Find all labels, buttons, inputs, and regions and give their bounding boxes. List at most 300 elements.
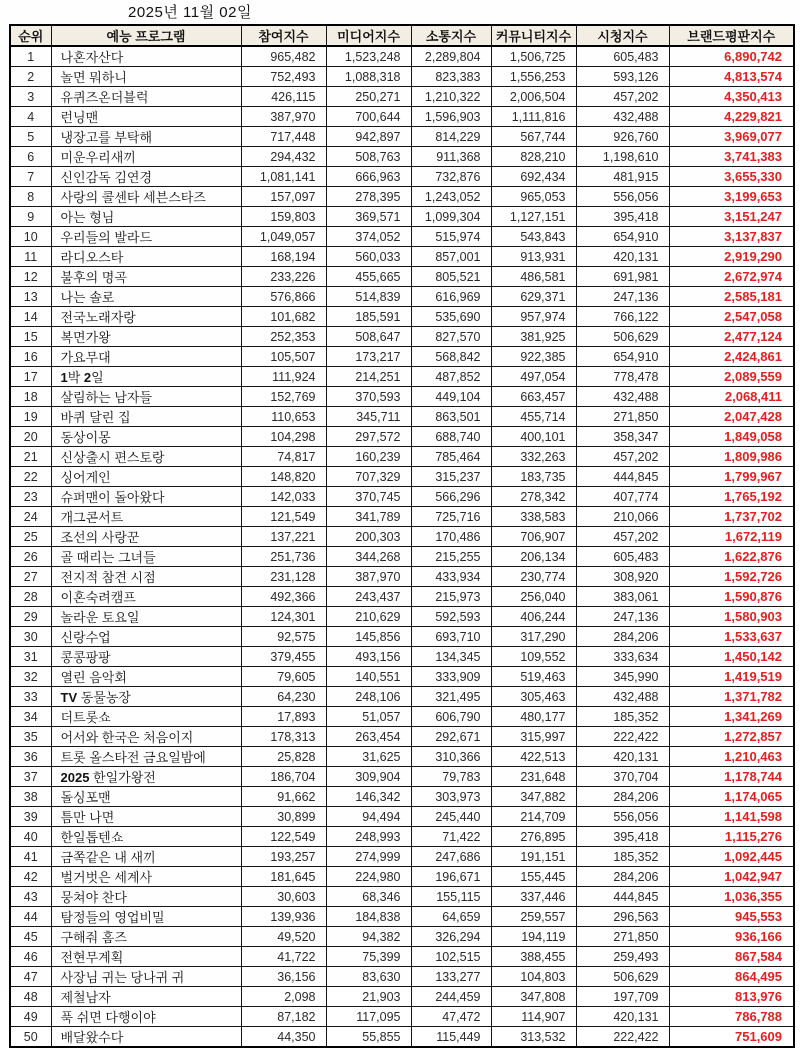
brand-index-cell: 786,788 xyxy=(669,1007,794,1027)
viewing-index-cell: 457,202 xyxy=(576,527,669,547)
rank-cell: 21 xyxy=(10,447,51,467)
media-index-cell: 369,571 xyxy=(326,207,411,227)
viewing-index-cell: 654,910 xyxy=(576,347,669,367)
table-row xyxy=(10,727,794,747)
table-row xyxy=(10,867,794,887)
brand-index-cell: 4,350,413 xyxy=(669,87,794,107)
program-name-cell: 이혼숙려캠프 xyxy=(51,587,241,607)
viewing-index-cell: 222,422 xyxy=(576,727,669,747)
media-index-cell: 146,342 xyxy=(326,787,411,807)
table-row xyxy=(10,327,794,347)
brand-index-cell: 864,495 xyxy=(669,967,794,987)
rank-cell: 10 xyxy=(10,227,51,247)
participation-index-cell: 965,482 xyxy=(241,46,326,67)
community-index-cell: 1,127,151 xyxy=(491,207,576,227)
program-name-cell: 콩콩팡팡 xyxy=(51,647,241,667)
participation-index-cell: 181,645 xyxy=(241,867,326,887)
brand-index-cell: 1,272,857 xyxy=(669,727,794,747)
viewing-index-cell: 284,206 xyxy=(576,627,669,647)
table-row xyxy=(10,847,794,867)
community-index-cell: 381,925 xyxy=(491,327,576,347)
table-row xyxy=(10,227,794,247)
media-index-cell: 1,523,248 xyxy=(326,46,411,67)
program-name-cell: 어서와 한국은 처음이지 xyxy=(51,727,241,747)
communication-index-cell: 823,383 xyxy=(411,67,491,87)
communication-index-cell: 215,973 xyxy=(411,587,491,607)
program-name-cell: 더트롯쇼 xyxy=(51,707,241,727)
rank-cell: 13 xyxy=(10,287,51,307)
communication-index-cell: 321,495 xyxy=(411,687,491,707)
brand-index-cell: 1,580,903 xyxy=(669,607,794,627)
community-index-cell: 194,119 xyxy=(491,927,576,947)
media-index-cell: 278,395 xyxy=(326,187,411,207)
community-index-cell: 104,803 xyxy=(491,967,576,987)
media-index-cell: 83,630 xyxy=(326,967,411,987)
program-name-cell: 구해줘 홈즈 xyxy=(51,927,241,947)
participation-index-cell: 159,803 xyxy=(241,207,326,227)
viewing-index-cell: 654,910 xyxy=(576,227,669,247)
communication-index-cell: 333,909 xyxy=(411,667,491,687)
community-index-cell: 338,583 xyxy=(491,507,576,527)
brand-index-cell: 945,553 xyxy=(669,907,794,927)
brand-index-cell: 3,199,653 xyxy=(669,187,794,207)
community-index-cell: 332,263 xyxy=(491,447,576,467)
brand-index-cell: 1,765,192 xyxy=(669,487,794,507)
communication-index-cell: 592,593 xyxy=(411,607,491,627)
program-name-cell: 돌싱포맨 xyxy=(51,787,241,807)
brand-index-cell: 1,590,876 xyxy=(669,587,794,607)
viewing-index-cell: 432,488 xyxy=(576,107,669,127)
participation-index-cell: 752,493 xyxy=(241,67,326,87)
brand-index-cell: 2,424,861 xyxy=(669,347,794,367)
brand-index-cell: 1,141,598 xyxy=(669,807,794,827)
program-name-cell: 전현무계획 xyxy=(51,947,241,967)
media-index-cell: 248,993 xyxy=(326,827,411,847)
media-index-cell: 455,665 xyxy=(326,267,411,287)
communication-index-cell: 566,296 xyxy=(411,487,491,507)
media-index-cell: 508,763 xyxy=(326,147,411,167)
communication-index-cell: 785,464 xyxy=(411,447,491,467)
communication-index-cell: 433,934 xyxy=(411,567,491,587)
program-name-cell: 바퀴 달린 집 xyxy=(51,407,241,427)
participation-index-cell: 379,455 xyxy=(241,647,326,667)
media-index-cell: 140,551 xyxy=(326,667,411,687)
media-index-cell: 374,052 xyxy=(326,227,411,247)
header-rank: 순위 xyxy=(10,25,51,46)
brand-index-cell: 2,919,290 xyxy=(669,247,794,267)
viewing-index-cell: 407,774 xyxy=(576,487,669,507)
media-index-cell: 493,156 xyxy=(326,647,411,667)
table-row xyxy=(10,887,794,907)
viewing-index-cell: 259,493 xyxy=(576,947,669,967)
communication-index-cell: 1,596,903 xyxy=(411,107,491,127)
viewing-index-cell: 605,483 xyxy=(576,46,669,67)
media-index-cell: 243,437 xyxy=(326,587,411,607)
community-index-cell: 206,134 xyxy=(491,547,576,567)
program-name-cell: 라디오스타 xyxy=(51,247,241,267)
communication-index-cell: 1,210,322 xyxy=(411,87,491,107)
table-row xyxy=(10,567,794,587)
rank-cell: 40 xyxy=(10,827,51,847)
participation-index-cell: 64,230 xyxy=(241,687,326,707)
table-row xyxy=(10,367,794,387)
viewing-index-cell: 308,920 xyxy=(576,567,669,587)
table-row xyxy=(10,247,794,267)
participation-index-cell: 79,605 xyxy=(241,667,326,687)
community-index-cell: 406,244 xyxy=(491,607,576,627)
brand-index-cell: 3,741,383 xyxy=(669,147,794,167)
rank-cell: 19 xyxy=(10,407,51,427)
participation-index-cell: 111,924 xyxy=(241,367,326,387)
program-name-cell: 나혼자산다 xyxy=(51,46,241,67)
table-body xyxy=(10,46,794,1047)
viewing-index-cell: 420,131 xyxy=(576,1007,669,1027)
viewing-index-cell: 506,629 xyxy=(576,327,669,347)
brand-index-cell: 1,210,463 xyxy=(669,747,794,767)
brand-index-cell: 6,890,742 xyxy=(669,46,794,67)
community-index-cell: 663,457 xyxy=(491,387,576,407)
program-name-cell: 런닝맨 xyxy=(51,107,241,127)
rank-cell: 38 xyxy=(10,787,51,807)
communication-index-cell: 814,229 xyxy=(411,127,491,147)
program-name-cell: 트롯 올스타전 금요일밤에 xyxy=(51,747,241,767)
program-name-cell: 개그콘서트 xyxy=(51,507,241,527)
program-name-cell: 탐정들의 영업비밀 xyxy=(51,907,241,927)
participation-index-cell: 49,520 xyxy=(241,927,326,947)
table-row xyxy=(10,46,794,67)
program-name-cell: 사장님 귀는 당나귀 귀 xyxy=(51,967,241,987)
table-row xyxy=(10,147,794,167)
media-index-cell: 274,999 xyxy=(326,847,411,867)
viewing-index-cell: 197,709 xyxy=(576,987,669,1007)
rank-cell: 14 xyxy=(10,307,51,327)
participation-index-cell: 104,298 xyxy=(241,427,326,447)
brand-index-cell: 1,178,744 xyxy=(669,767,794,787)
brand-index-cell: 813,976 xyxy=(669,987,794,1007)
participation-index-cell: 91,662 xyxy=(241,787,326,807)
community-index-cell: 114,907 xyxy=(491,1007,576,1027)
program-name-cell: 놀면 뭐하니 xyxy=(51,67,241,87)
viewing-index-cell: 605,483 xyxy=(576,547,669,567)
table-row xyxy=(10,827,794,847)
communication-index-cell: 47,472 xyxy=(411,1007,491,1027)
viewing-index-cell: 284,206 xyxy=(576,787,669,807)
table-row xyxy=(10,687,794,707)
community-index-cell: 259,557 xyxy=(491,907,576,927)
participation-index-cell: 110,653 xyxy=(241,407,326,427)
participation-index-cell: 387,970 xyxy=(241,107,326,127)
participation-index-cell: 1,081,141 xyxy=(241,167,326,187)
communication-index-cell: 863,501 xyxy=(411,407,491,427)
program-name-cell: 벌거벗은 세계사 xyxy=(51,867,241,887)
community-index-cell: 347,882 xyxy=(491,787,576,807)
community-index-cell: 256,040 xyxy=(491,587,576,607)
communication-index-cell: 315,237 xyxy=(411,467,491,487)
rank-cell: 32 xyxy=(10,667,51,687)
table-row xyxy=(10,707,794,727)
viewing-index-cell: 284,206 xyxy=(576,867,669,887)
participation-index-cell: 30,899 xyxy=(241,807,326,827)
rank-cell: 7 xyxy=(10,167,51,187)
brand-index-cell: 3,655,330 xyxy=(669,167,794,187)
media-index-cell: 117,095 xyxy=(326,1007,411,1027)
brand-index-cell: 2,547,058 xyxy=(669,307,794,327)
brand-index-cell: 2,068,411 xyxy=(669,387,794,407)
rank-cell: 12 xyxy=(10,267,51,287)
viewing-index-cell: 210,066 xyxy=(576,507,669,527)
media-index-cell: 387,970 xyxy=(326,567,411,587)
communication-index-cell: 326,294 xyxy=(411,927,491,947)
participation-index-cell: 41,722 xyxy=(241,947,326,967)
program-name-cell: 살림하는 남자들 xyxy=(51,387,241,407)
media-index-cell: 185,591 xyxy=(326,307,411,327)
participation-index-cell: 87,182 xyxy=(241,1007,326,1027)
viewing-index-cell: 432,488 xyxy=(576,387,669,407)
table-row xyxy=(10,167,794,187)
community-index-cell: 305,463 xyxy=(491,687,576,707)
communication-index-cell: 515,974 xyxy=(411,227,491,247)
rank-cell: 43 xyxy=(10,887,51,907)
table-row xyxy=(10,927,794,947)
table-row xyxy=(10,507,794,527)
communication-index-cell: 1,243,052 xyxy=(411,187,491,207)
program-name-cell: 제철남자 xyxy=(51,987,241,1007)
table-row xyxy=(10,487,794,507)
rank-cell: 8 xyxy=(10,187,51,207)
rank-cell: 42 xyxy=(10,867,51,887)
table-row xyxy=(10,627,794,647)
participation-index-cell: 2,098 xyxy=(241,987,326,1007)
table-row xyxy=(10,587,794,607)
table-row xyxy=(10,427,794,447)
media-index-cell: 297,572 xyxy=(326,427,411,447)
participation-index-cell: 124,301 xyxy=(241,607,326,627)
rank-cell: 41 xyxy=(10,847,51,867)
brand-reputation-table xyxy=(9,24,795,1048)
media-index-cell: 309,904 xyxy=(326,767,411,787)
table-row xyxy=(10,1007,794,1027)
media-index-cell: 68,346 xyxy=(326,887,411,907)
rank-cell: 27 xyxy=(10,567,51,587)
participation-index-cell: 30,603 xyxy=(241,887,326,907)
communication-index-cell: 568,842 xyxy=(411,347,491,367)
participation-index-cell: 233,226 xyxy=(241,267,326,287)
community-index-cell: 214,709 xyxy=(491,807,576,827)
participation-index-cell: 294,432 xyxy=(241,147,326,167)
media-index-cell: 224,980 xyxy=(326,867,411,887)
participation-index-cell: 252,353 xyxy=(241,327,326,347)
viewing-index-cell: 926,760 xyxy=(576,127,669,147)
viewing-index-cell: 271,850 xyxy=(576,407,669,427)
rank-cell: 24 xyxy=(10,507,51,527)
program-name-cell: 복면가왕 xyxy=(51,327,241,347)
communication-index-cell: 133,277 xyxy=(411,967,491,987)
community-index-cell: 455,714 xyxy=(491,407,576,427)
participation-index-cell: 92,575 xyxy=(241,627,326,647)
brand-index-cell: 4,813,574 xyxy=(669,67,794,87)
rank-cell: 33 xyxy=(10,687,51,707)
participation-index-cell: 142,033 xyxy=(241,487,326,507)
community-index-cell: 828,210 xyxy=(491,147,576,167)
viewing-index-cell: 420,131 xyxy=(576,747,669,767)
table-row xyxy=(10,987,794,1007)
communication-index-cell: 247,686 xyxy=(411,847,491,867)
viewing-index-cell: 370,704 xyxy=(576,767,669,787)
table-row xyxy=(10,1027,794,1048)
rank-cell: 31 xyxy=(10,647,51,667)
brand-index-cell: 2,089,559 xyxy=(669,367,794,387)
viewing-index-cell: 556,056 xyxy=(576,187,669,207)
program-name-cell: 틈만 나면 xyxy=(51,807,241,827)
communication-index-cell: 115,449 xyxy=(411,1027,491,1048)
program-name-cell: TV 동물농장 xyxy=(51,687,241,707)
table-row xyxy=(10,787,794,807)
communication-index-cell: 303,973 xyxy=(411,787,491,807)
rank-cell: 2 xyxy=(10,67,51,87)
participation-index-cell: 492,366 xyxy=(241,587,326,607)
community-index-cell: 183,735 xyxy=(491,467,576,487)
rank-cell: 39 xyxy=(10,807,51,827)
participation-index-cell: 36,156 xyxy=(241,967,326,987)
media-index-cell: 345,711 xyxy=(326,407,411,427)
table-row xyxy=(10,307,794,327)
community-index-cell: 230,774 xyxy=(491,567,576,587)
media-index-cell: 514,839 xyxy=(326,287,411,307)
brand-index-cell: 1,450,142 xyxy=(669,647,794,667)
viewing-index-cell: 247,136 xyxy=(576,287,669,307)
program-name-cell: 신인감독 김연경 xyxy=(51,167,241,187)
communication-index-cell: 102,515 xyxy=(411,947,491,967)
brand-index-cell: 751,609 xyxy=(669,1027,794,1048)
rank-cell: 17 xyxy=(10,367,51,387)
program-name-cell: 푹 쉬면 다행이야 xyxy=(51,1007,241,1027)
table-row xyxy=(10,907,794,927)
community-index-cell: 278,342 xyxy=(491,487,576,507)
brand-index-cell: 2,585,181 xyxy=(669,287,794,307)
community-index-cell: 543,843 xyxy=(491,227,576,247)
program-name-cell: 불후의 명곡 xyxy=(51,267,241,287)
table-row xyxy=(10,207,794,227)
viewing-index-cell: 333,634 xyxy=(576,647,669,667)
community-index-cell: 965,053 xyxy=(491,187,576,207)
participation-index-cell: 231,128 xyxy=(241,567,326,587)
media-index-cell: 263,454 xyxy=(326,727,411,747)
media-index-cell: 666,963 xyxy=(326,167,411,187)
viewing-index-cell: 247,136 xyxy=(576,607,669,627)
media-index-cell: 1,088,318 xyxy=(326,67,411,87)
brand-index-cell: 3,137,837 xyxy=(669,227,794,247)
table-row xyxy=(10,947,794,967)
program-name-cell: 골 때리는 그녀들 xyxy=(51,547,241,567)
table-row xyxy=(10,407,794,427)
header-row xyxy=(10,25,794,46)
brand-index-cell: 1,115,276 xyxy=(669,827,794,847)
community-index-cell: 1,506,725 xyxy=(491,46,576,67)
program-name-cell: 냉장고를 부탁해 xyxy=(51,127,241,147)
participation-index-cell: 137,221 xyxy=(241,527,326,547)
viewing-index-cell: 383,061 xyxy=(576,587,669,607)
table-row xyxy=(10,547,794,567)
media-index-cell: 942,897 xyxy=(326,127,411,147)
communication-index-cell: 827,570 xyxy=(411,327,491,347)
program-name-cell: 한일톱텐쇼 xyxy=(51,827,241,847)
media-index-cell: 173,217 xyxy=(326,347,411,367)
viewing-index-cell: 271,850 xyxy=(576,927,669,947)
program-name-cell: 신상출시 편스토랑 xyxy=(51,447,241,467)
table-row xyxy=(10,387,794,407)
community-index-cell: 567,744 xyxy=(491,127,576,147)
participation-index-cell: 717,448 xyxy=(241,127,326,147)
rank-cell: 50 xyxy=(10,1027,51,1048)
rank-cell: 23 xyxy=(10,487,51,507)
community-index-cell: 486,581 xyxy=(491,267,576,287)
table-row xyxy=(10,87,794,107)
header-media: 미디어지수 xyxy=(326,25,411,46)
rank-cell: 25 xyxy=(10,527,51,547)
community-index-cell: 692,434 xyxy=(491,167,576,187)
rank-cell: 34 xyxy=(10,707,51,727)
viewing-index-cell: 457,202 xyxy=(576,87,669,107)
participation-index-cell: 105,507 xyxy=(241,347,326,367)
communication-index-cell: 725,716 xyxy=(411,507,491,527)
viewing-index-cell: 444,845 xyxy=(576,467,669,487)
media-index-cell: 55,855 xyxy=(326,1027,411,1048)
table-row xyxy=(10,647,794,667)
participation-index-cell: 152,769 xyxy=(241,387,326,407)
brand-index-cell: 1,737,702 xyxy=(669,507,794,527)
community-index-cell: 1,111,816 xyxy=(491,107,576,127)
brand-index-cell: 1,341,269 xyxy=(669,707,794,727)
program-name-cell: 사랑의 콜센타 세븐스타즈 xyxy=(51,187,241,207)
communication-index-cell: 155,115 xyxy=(411,887,491,907)
media-index-cell: 94,382 xyxy=(326,927,411,947)
rank-cell: 47 xyxy=(10,967,51,987)
rank-cell: 37 xyxy=(10,767,51,787)
rank-cell: 44 xyxy=(10,907,51,927)
header-community: 커뮤니티지수 xyxy=(491,25,576,46)
participation-index-cell: 157,097 xyxy=(241,187,326,207)
rank-cell: 11 xyxy=(10,247,51,267)
rank-cell: 35 xyxy=(10,727,51,747)
community-index-cell: 388,455 xyxy=(491,947,576,967)
table-row xyxy=(10,767,794,787)
communication-index-cell: 79,783 xyxy=(411,767,491,787)
media-index-cell: 344,268 xyxy=(326,547,411,567)
table-row xyxy=(10,127,794,147)
community-index-cell: 922,385 xyxy=(491,347,576,367)
program-name-cell: 전국노래자랑 xyxy=(51,307,241,327)
viewing-index-cell: 185,352 xyxy=(576,707,669,727)
rank-cell: 6 xyxy=(10,147,51,167)
brand-index-cell: 1,849,058 xyxy=(669,427,794,447)
communication-index-cell: 215,255 xyxy=(411,547,491,567)
media-index-cell: 341,789 xyxy=(326,507,411,527)
program-name-cell: 2025 한일가왕전 xyxy=(51,767,241,787)
rank-cell: 5 xyxy=(10,127,51,147)
brand-index-cell: 1,036,355 xyxy=(669,887,794,907)
program-name-cell: 가요무대 xyxy=(51,347,241,367)
community-index-cell: 957,974 xyxy=(491,307,576,327)
participation-index-cell: 148,820 xyxy=(241,467,326,487)
communication-index-cell: 857,001 xyxy=(411,247,491,267)
rank-cell: 26 xyxy=(10,547,51,567)
participation-index-cell: 178,313 xyxy=(241,727,326,747)
program-name-cell: 나는 솔로 xyxy=(51,287,241,307)
brand-index-cell: 3,969,077 xyxy=(669,127,794,147)
community-index-cell: 276,895 xyxy=(491,827,576,847)
table-header xyxy=(10,25,794,46)
participation-index-cell: 121,549 xyxy=(241,507,326,527)
